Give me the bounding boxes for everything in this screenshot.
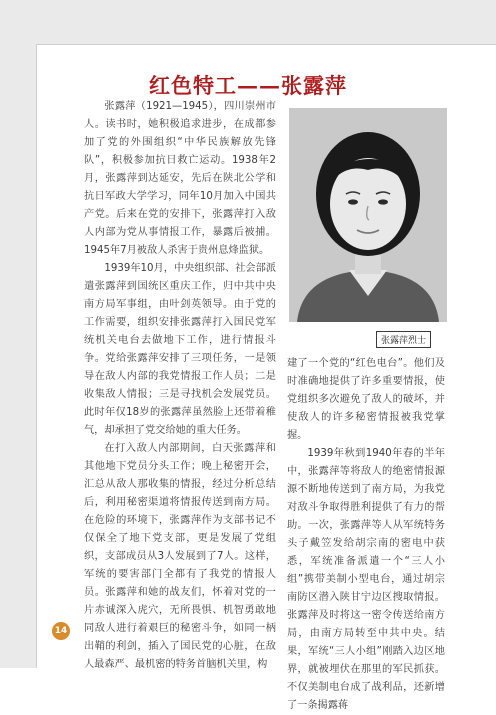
page-frame-left [0, 0, 36, 668]
paragraph: 在打入敌人内部期间，白天张露萍和其他地下党员分头工作；晚上秘密开会，汇总从敌人那收集的情报，经过分析总结后，利用秘密渠道将情报传送到南方局。在危险的环境下，张露萍作为支部书记不仅保全了地下党支部，更是发展了党组织，支部成员从3人发展到了7人。这样，军统的要害部门全都有了我党的情报人员。张露萍和她的战友们，怀着对党的一片赤诚深入虎穴，无所畏惧、机智勇敢地同敌人进行着艰巨的秘密斗争，如同一柄出鞘的利剑，插入了国民党的心脏，在敌人最森严、最机密的特务首脑机关里，构 [84, 443, 276, 670]
paragraph: 张露萍（1921—1945），四川崇州市人。读书时，她积极追求进步，在成都参加了党的外围组织“中华民族解放先锋队”，积极参加抗日救亡运动。1938年2月，张露萍到达延安，先后在陕北公学和抗日军政大学学习，同年10月加入中国共产党。后来在党的安排下，张露萍打入敌人内部为党从事情报工作，暴露后被捕。1945年7月被敌人杀害于贵州息烽监狱。 [84, 101, 276, 256]
article-title: 红色特工——张露萍 [149, 73, 347, 98]
left-column [84, 98, 276, 670]
paragraph: 1939年10月，中央组织部、社会部派遣张露萍到国统区重庆工作，归中共中央南方局军事组，由叶剑英领导。由于党的工作需要，组织安排张露萍打入国民党军统机关电台去做地下工作，进行情报斗争。党给张露萍安排了三项任务，一是领导在敌人内部的我党情报工作人员；二是收集敌人情报；三是寻找机会发展党员。此时年仅18岁的张露萍虽然脸上还带着稚气，却承担了党交给她的重大任务。 [84, 263, 276, 436]
frame-left-rule [36, 44, 37, 668]
frame-top-rule [36, 44, 496, 45]
right-column [287, 355, 445, 711]
portrait-photo [289, 108, 447, 322]
paragraph: 建了一个党的“红色电台”。他们及时准确地提供了许多重要情报，使党组织多次避免了敌人的破坏，并使敌人的许多秘密情报被我党掌握。 [287, 358, 445, 441]
page-number-badge: 14 [52, 622, 70, 640]
photo-caption: 张露萍烈士 [376, 331, 431, 348]
paragraph: 1939年秋到1940年春的半年中，张露萍等将敌人的绝密情报源源不断地传送到了南方局，为我党对敌斗争取得胜利提供了有力的帮助。一次，张露萍等人从军统特务头子戴笠发给胡宗南的密电中获悉，军统准备派遣一个“三人小组”携带美制小型电台，通过胡宗南防区潜入陕甘宁边区搜取情报。张露萍及时将这一密令传送给南方局，由南方局转至中共中央。结果，军统“三人小组”刚踏入边区地界，就被埋伏在那里的军民抓获。不仅美制电台成了战利品，还新增了一条揭露蒋 [287, 448, 445, 711]
portrait-illustration [289, 108, 447, 322]
page-frame-top [0, 0, 496, 44]
